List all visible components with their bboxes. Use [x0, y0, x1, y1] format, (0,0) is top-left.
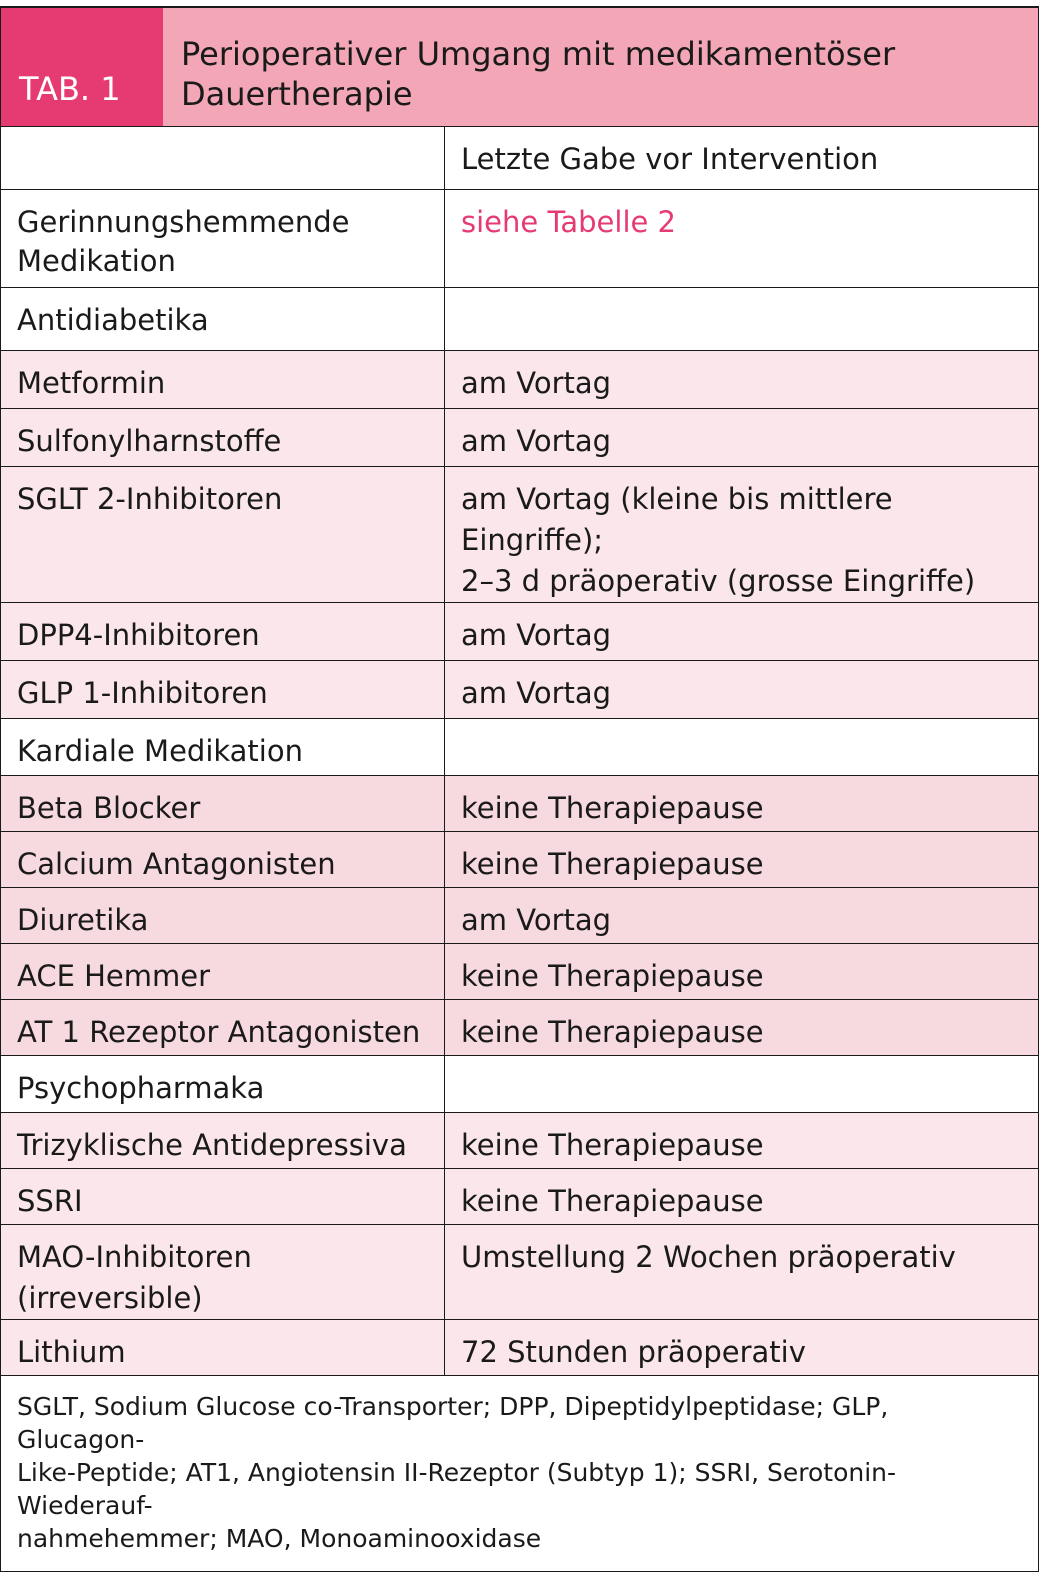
value-cell: keine Therapiepause — [445, 1000, 1039, 1056]
table-row — [1, 603, 1039, 661]
footnote: SGLT, Sodium Glucose co-Transporter; DPP, Dipeptidylpeptidase; GLP, Glucagon- Like-Peptide; AT1, Angiotensin II-Rezeptor (Subtyp 1); SSRI, Serotonin-Wiederauf- nahmehemmer; MAO, Monoaminooxidase — [1, 1376, 1039, 1572]
drug-cell: Metformin — [1, 351, 445, 409]
table-row — [1, 1320, 1039, 1376]
empty-header-cell — [1, 127, 445, 190]
drug-cell: Psychopharmaka — [1, 1056, 445, 1113]
category-row — [1, 1056, 1039, 1113]
category-row — [1, 719, 1039, 776]
value-cell: Umstellung 2 Wochen präoperativ — [445, 1225, 1039, 1320]
value-cell — [445, 719, 1039, 776]
drug-cell: Antidiabetika — [1, 288, 445, 351]
title-line-1: Perioperativer Umgang mit medikamentöser — [181, 35, 896, 73]
category-row — [1, 288, 1039, 351]
table-row — [1, 409, 1039, 467]
value-cell: keine Therapiepause — [445, 776, 1039, 832]
table-row — [1, 1225, 1039, 1320]
tab-label: TAB. 1 — [1, 8, 163, 126]
drug-cell: SGLT 2-Inhibitoren — [1, 467, 445, 603]
table-row — [1, 661, 1039, 719]
drug-cell: Sulfonylharnstoffe — [1, 409, 445, 467]
table-row — [1, 1169, 1039, 1225]
table-row — [1, 832, 1039, 888]
value-cell: keine Therapiepause — [445, 832, 1039, 888]
drug-cell: Trizyklische Antidepressiva — [1, 1113, 445, 1169]
table-row — [1, 467, 1039, 603]
drug-cell: AT 1 Rezeptor Antagonisten — [1, 1000, 445, 1056]
drug-cell: SSRI — [1, 1169, 445, 1225]
data-table — [0, 126, 1039, 1572]
drug-cell: Calcium Antagonisten — [1, 832, 445, 888]
table-header — [0, 8, 1039, 126]
drug-cell: Diuretika — [1, 888, 445, 944]
value-cell: keine Therapiepause — [445, 1169, 1039, 1225]
table-row — [1, 190, 1039, 288]
table-row — [1, 776, 1039, 832]
drug-cell: Beta Blocker — [1, 776, 445, 832]
table-row — [1, 944, 1039, 1000]
table-row — [1, 1113, 1039, 1169]
table-title — [163, 8, 1038, 126]
value-cell: keine Therapiepause — [445, 1113, 1039, 1169]
value-cell: am Vortag (kleine bis mittlere Eingriffe); 2–3 d präoperativ (grosse Eingriffe) — [445, 467, 1039, 603]
drug-cell: Lithium — [1, 1320, 445, 1376]
drug-cell: ACE Hemmer — [1, 944, 445, 1000]
value-cell — [445, 190, 1039, 288]
value-cell — [445, 1056, 1039, 1113]
table-2-reference: siehe Tabelle 2 — [461, 205, 677, 239]
value-cell: am Vortag — [445, 661, 1039, 719]
title-line-2: Dauertherapie — [181, 75, 413, 113]
column-header-row — [1, 127, 1039, 190]
value-cell: am Vortag — [445, 409, 1039, 467]
drug-cell: MAO-Inhibitoren (irreversible) — [1, 1225, 445, 1320]
value-cell: am Vortag — [445, 888, 1039, 944]
value-cell — [445, 288, 1039, 351]
value-cell: am Vortag — [445, 603, 1039, 661]
table-row — [1, 1000, 1039, 1056]
medication-table — [0, 6, 1039, 1572]
table-row — [1, 888, 1039, 944]
drug-cell: Gerinnungshemmende Medikation — [1, 190, 445, 288]
value-cell: am Vortag — [445, 351, 1039, 409]
table-row — [1, 351, 1039, 409]
drug-cell: Kardiale Medikation — [1, 719, 445, 776]
drug-cell: DPP4-Inhibitoren — [1, 603, 445, 661]
drug-cell: GLP 1-Inhibitoren — [1, 661, 445, 719]
column-header-cell: Letzte Gabe vor Intervention — [445, 127, 1039, 190]
footnote-row — [1, 1376, 1039, 1572]
value-cell: 72 Stunden präoperativ — [445, 1320, 1039, 1376]
value-cell: keine Therapiepause — [445, 944, 1039, 1000]
